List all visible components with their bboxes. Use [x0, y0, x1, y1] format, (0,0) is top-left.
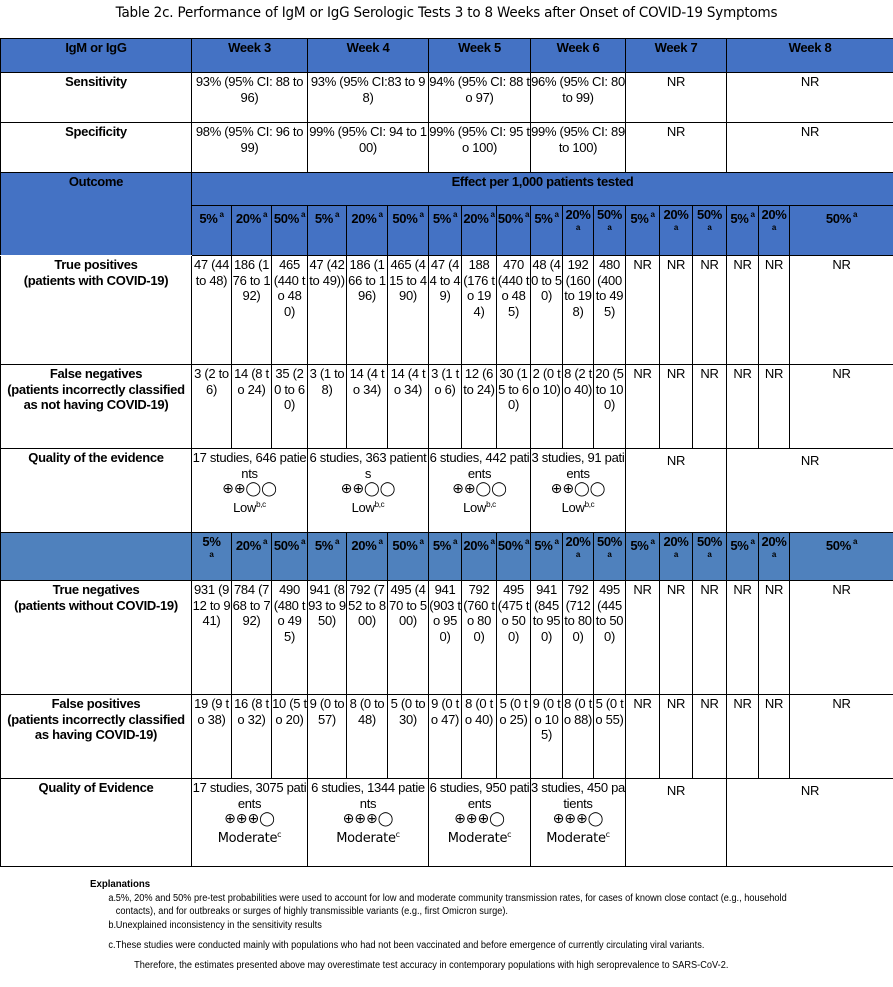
pretest-probability-header	[790, 533, 893, 581]
grade-text: Moderate	[336, 831, 396, 846]
certainty-circles-icon: ⊕⊕⊕◯	[454, 811, 505, 827]
pretest-probability-header	[531, 533, 563, 581]
footnote-ref: a	[554, 210, 559, 219]
pretest-label: 50%	[273, 538, 299, 553]
pretest-label: 5%	[432, 538, 452, 553]
effect-value-cell: NR	[727, 365, 759, 449]
certainty-circles-icon: ⊕⊕⊕◯	[224, 811, 275, 827]
effect-value-cell: NR	[626, 365, 660, 449]
row-label-header: IgM or IgG	[1, 39, 192, 73]
pretest-label: 20%	[663, 207, 689, 222]
studies-count: 6 studies, 1344 patients	[311, 780, 425, 811]
sensitivity-value: NR	[727, 73, 893, 123]
pretest-label: 20%	[565, 207, 591, 222]
week-header: Week 7	[626, 39, 727, 73]
specificity-value: 98% (95% CI: 96 to 99)	[192, 123, 308, 173]
effect-value-cell: 47 (44 to 49)	[429, 256, 462, 365]
footnote-ref: a	[852, 210, 858, 219]
quality-cell-week7: NR	[626, 779, 727, 867]
week-header: Week 4	[308, 39, 429, 73]
quality-label: Quality of the evidence	[1, 449, 192, 533]
effect-value-cell: 3 (1 to 8)	[308, 365, 347, 449]
footnote-ref: a	[262, 210, 268, 219]
label-line: (patients without COVID-19)	[14, 597, 178, 613]
true-negatives-label	[1, 581, 192, 695]
certainty-circles-icon: ⊕⊕⊕◯	[342, 811, 394, 827]
footnote-ref: a	[335, 537, 340, 546]
pretest-probability-header	[497, 206, 531, 256]
footnote-ref: a	[453, 210, 458, 219]
effect-value-cell: 47 (42 to 49))	[308, 256, 347, 365]
footnote-ref: a	[707, 549, 712, 559]
pretest-probability-header	[660, 533, 693, 581]
pretest-label: 5%	[630, 211, 649, 226]
footnote-ref: a	[419, 537, 424, 546]
specificity-value: 99% (95% CI: 89 to 100)	[531, 123, 626, 173]
sensitivity-label: Sensitivity	[1, 73, 192, 123]
effect-value-cell: 192 (160 to 198)	[563, 256, 594, 365]
effect-value-cell: 941 (845 to 950)	[531, 581, 563, 695]
effect-value-cell: 8 (2 to 40)	[563, 365, 594, 449]
pretest-label: 20%	[463, 211, 489, 226]
pretest-label: 20%	[565, 534, 591, 549]
quality-cell-week8: NR	[727, 449, 893, 533]
certainty-grade	[546, 831, 610, 846]
effect-value-cell: 5 (0 to 55)	[594, 695, 626, 779]
studies-count: 3 studies, 450 patients	[531, 780, 625, 811]
pretest-probability-header	[790, 206, 893, 256]
pretest-label: 50%	[596, 534, 623, 549]
week-header: Week 8	[727, 39, 893, 73]
effect-value-cell: 490 (480 to 495)	[272, 581, 308, 695]
effect-value-cell: NR	[660, 365, 693, 449]
effect-value-cell: 35 (20 to 60)	[272, 365, 308, 449]
effect-value-cell: NR	[790, 365, 893, 449]
false-negatives-label	[1, 365, 192, 449]
quality-label: Quality of Evidence	[1, 779, 192, 867]
footnote-ref: a	[554, 537, 559, 546]
footnote-ref: a	[335, 210, 340, 219]
effect-value-cell: 48 (40 to 50)	[531, 256, 563, 365]
effect-value-cell: 10 (5 to 20)	[272, 695, 308, 779]
pretest-probability-header	[497, 533, 531, 581]
quality-cell	[308, 779, 429, 867]
explanations-heading: Explanations	[90, 878, 151, 890]
effect-value-cell: NR	[626, 581, 660, 695]
pretest-probability-header	[232, 206, 272, 256]
footnote-ref: a	[575, 549, 581, 559]
pretest-label: 5%	[199, 211, 218, 226]
effect-value-cell: 14 (8 to 24)	[232, 365, 272, 449]
footnote-text: Unexplained inconsistency in the sensitivity results	[115, 920, 322, 931]
certainty-circles-icon: ⊕⊕◯◯	[452, 481, 507, 497]
effect-value-cell: NR	[790, 581, 893, 695]
studies-count: 6 studies, 363 patients	[309, 450, 427, 481]
footnote-ref: a	[378, 210, 383, 219]
footnote-ref: b,c	[256, 500, 266, 509]
quality-cell-week8: NR	[727, 779, 893, 867]
pretest-label: 50%	[392, 211, 418, 226]
pretest-probability-header	[347, 206, 388, 256]
effect-value-cell: 8 (0 to 48)	[347, 695, 388, 779]
table-title: Table 2c. Performance of IgM or IgG Serologic Tests 3 to 8 Weeks after Onset of COVID-19 Symptoms	[115, 5, 778, 21]
pretest-probability-header	[594, 206, 626, 256]
footnote-letter: b.	[108, 920, 117, 931]
pretest-label: 50%	[696, 207, 723, 222]
effect-value-cell: NR	[693, 256, 727, 365]
quality-evidence-specificity-row	[1, 779, 893, 867]
effect-value-cell: 14 (4 to 34)	[347, 365, 388, 449]
specificity-value: 99% (95% CI: 94 to 100)	[308, 123, 429, 173]
footnote-text: These studies were conducted mainly with populations who had not been vaccinated and before emergence of currently circulating viral variants.	[115, 940, 705, 951]
pretest-probability-header	[693, 533, 727, 581]
quality-cell	[192, 449, 308, 533]
certainty-grade	[308, 497, 428, 516]
pretest-probability-header	[308, 533, 347, 581]
sensitivity-row	[1, 73, 893, 123]
specificity-row	[1, 123, 893, 173]
effect-value-cell: 941 (903 to 950)	[429, 581, 462, 695]
footnote-ref: a	[378, 537, 383, 546]
pretest-probability-header	[388, 533, 429, 581]
label-line: (patients incorrectly classified	[7, 381, 185, 397]
outcome-header: Outcome	[1, 173, 192, 256]
pretest-probability-header	[563, 206, 594, 256]
footnote-a	[90, 892, 789, 918]
week-header-row	[1, 39, 893, 73]
footnote-c-continuation: Therefore, the estimates presented above may overestimate test accuracy in contemporary populations with high seroprevalence to SARS-CoV-2.	[134, 960, 729, 971]
quality-cell	[429, 779, 531, 867]
footnote-text: 5%, 20% and 50% pre-test probabilities were used to account for low and moderate community transmission rates, for cases of known close contact (e.g., household contacts), and for outbreaks or surges of highly transmissible variants (e.g., first Omicron surge).	[115, 893, 787, 917]
certainty-circles-icon: ⊕⊕⊕◯	[552, 811, 604, 827]
pretest-label: 20%	[235, 538, 261, 553]
footnote-ref: b,c	[374, 500, 385, 509]
effect-value-cell: NR	[727, 581, 759, 695]
effect-value-cell: 9 (0 to 105)	[531, 695, 563, 779]
pretest-probability-header	[660, 206, 693, 256]
specificity-label: Specificity	[1, 123, 192, 173]
pretest-probability-header	[192, 206, 232, 256]
effect-value-cell: 3 (1 to 6)	[429, 365, 462, 449]
effect-value-cell: NR	[759, 365, 790, 449]
pretest-probability-header	[759, 533, 790, 581]
effect-value-cell: 792 (752 to 800)	[347, 581, 388, 695]
studies-count: 17 studies, 3075 patients	[192, 780, 307, 811]
footnote-ref: a	[524, 537, 530, 546]
certainty-circles-icon: ⊕⊕◯◯	[222, 481, 277, 497]
label-line: (patients incorrectly classified	[7, 711, 185, 727]
effect-header-row	[1, 173, 893, 206]
pretest-probability-header	[727, 533, 759, 581]
effect-value-cell: 12 (6 to 24)	[462, 365, 497, 449]
pretest-label: 20%	[235, 211, 261, 226]
label-line: False negatives	[49, 366, 143, 381]
effect-value-cell: 186 (166 to 196)	[347, 256, 388, 365]
pretest-probability-header	[531, 206, 563, 256]
pretest-label: 5%	[202, 534, 221, 549]
effect-value-cell: 30 (15 to 60)	[497, 365, 531, 449]
footnote-ref: a	[750, 210, 755, 219]
effect-value-cell: NR	[759, 256, 790, 365]
pretest-probability-header	[232, 533, 272, 581]
specificity-value: 99% (95% CI: 95 to 100)	[429, 123, 531, 173]
certainty-grade	[531, 497, 625, 516]
grade-text: Low	[233, 500, 257, 515]
effect-value-cell: 784 (768 to 792)	[232, 581, 272, 695]
footnote-ref: a	[219, 210, 224, 219]
label-line: False positives	[51, 696, 141, 711]
footnote-ref: c	[507, 830, 512, 839]
pretest-probability-header	[429, 533, 462, 581]
footnote-ref: a	[262, 537, 268, 546]
effect-value-cell: NR	[660, 581, 693, 695]
certainty-circles-icon: ⊕⊕◯◯	[550, 481, 606, 497]
true-negatives-row	[1, 581, 893, 695]
grade-text: Moderate	[217, 831, 278, 846]
effect-value-cell: 495 (445 to 500)	[594, 581, 626, 695]
effect-value-cell: NR	[790, 695, 893, 779]
pretest-label: 5%	[730, 211, 749, 226]
footnote-letter: c.	[108, 940, 116, 951]
footnote-ref: a	[575, 222, 581, 232]
studies-count: 17 studies, 646 patients	[192, 450, 307, 481]
effect-value-cell: 188 (176 to 194)	[462, 256, 497, 365]
footnote-ref: a	[300, 537, 306, 546]
grade-text: Moderate	[546, 831, 606, 846]
effect-value-cell: 480 (400 to 495)	[594, 256, 626, 365]
pretest-label: 50%	[596, 207, 623, 222]
footnote-ref: a	[524, 210, 530, 219]
pretest-label: 20%	[463, 538, 489, 553]
pretest-label: 20%	[663, 534, 689, 549]
footnote-ref: a	[673, 549, 679, 559]
sensitivity-value: 93% (95% CI:83 to 98)	[308, 73, 429, 123]
pretest-probability-header	[388, 206, 429, 256]
footnote-ref: c	[395, 830, 400, 839]
footnote-letter: a.	[108, 893, 117, 904]
effect-value-cell: 19 (9 to 38)	[192, 695, 232, 779]
sensitivity-value: NR	[626, 73, 727, 123]
effect-value-cell: 8 (0 to 88)	[563, 695, 594, 779]
pretest-label: 20%	[761, 207, 787, 222]
effect-value-cell: 941 (893 to 950)	[308, 581, 347, 695]
pretest-probability-header	[727, 206, 759, 256]
pretest-probability-header	[462, 206, 497, 256]
effect-value-cell: 186 (176 to 192)	[232, 256, 272, 365]
true-positives-label	[1, 256, 192, 365]
footnote-ref: a	[453, 537, 458, 546]
label-line: as not having COVID-19)	[23, 397, 169, 412]
effect-value-cell: 47 (44 to 48)	[192, 256, 232, 365]
pretest-probability-header	[272, 206, 308, 256]
quality-cell	[531, 449, 626, 533]
pretest-probability-header	[594, 533, 626, 581]
certainty-circles-icon: ⊕⊕◯◯	[340, 481, 396, 497]
effect-value-cell: 465 (440 to 480)	[272, 256, 308, 365]
week-header: Week 5	[429, 39, 531, 73]
week-header: Week 3	[192, 39, 308, 73]
sensitivity-value: 93% (95% CI: 88 to 96)	[192, 73, 308, 123]
pretest-label: 20%	[761, 534, 787, 549]
pretest-probability-header	[347, 533, 388, 581]
effect-value-cell: NR	[790, 256, 893, 365]
effect-value-cell: 2 (0 to 10)	[531, 365, 563, 449]
pretest-label: 5%	[314, 211, 334, 226]
effect-value-cell: NR	[759, 695, 790, 779]
footnote-ref: b,c	[486, 500, 496, 509]
explanations	[90, 878, 789, 972]
pretest-probability-header	[693, 206, 727, 256]
quality-cell-week7: NR	[626, 449, 727, 533]
footnote-ref: a	[771, 549, 777, 559]
certainty-grade	[429, 497, 530, 516]
pretest-label: 5%	[432, 211, 452, 226]
footnote-ref: a	[490, 537, 495, 546]
pretest-label: 50%	[825, 211, 851, 226]
effect-value-cell: NR	[660, 256, 693, 365]
footnote-ref: c	[277, 830, 282, 839]
effect-value-cell: 5 (0 to 30)	[388, 695, 429, 779]
footnote-ref: a	[300, 210, 306, 219]
grade-text: Low	[463, 500, 487, 515]
effect-value-cell: 792 (760 to 800)	[462, 581, 497, 695]
quality-evidence-sensitivity-row	[1, 449, 893, 533]
label-line: (patients with COVID-19)	[23, 272, 169, 288]
footnote-c	[90, 939, 789, 952]
pretest-label: 20%	[351, 538, 377, 553]
certainty-grade	[192, 497, 307, 516]
effect-value-cell: 16 (8 to 32)	[232, 695, 272, 779]
quality-cell	[531, 779, 626, 867]
label-line: True positives	[54, 257, 138, 272]
blank-header-cell	[1, 533, 192, 581]
effect-value-cell: NR	[693, 365, 727, 449]
studies-count: 3 studies, 91 patients	[531, 450, 625, 481]
specificity-value: NR	[626, 123, 727, 173]
footnote-ref: a	[607, 222, 612, 232]
footnote-ref: a	[607, 549, 612, 559]
pretest-label: 5%	[630, 538, 649, 553]
effect-value-cell: NR	[626, 695, 660, 779]
true-positives-row	[1, 256, 893, 365]
grade-text: Moderate	[447, 831, 508, 846]
serologic-performance-table	[0, 38, 893, 867]
pretest-label: 5%	[730, 538, 749, 553]
pretest-label: 5%	[314, 538, 334, 553]
effect-value-cell: NR	[727, 695, 759, 779]
effect-value-cell: NR	[660, 695, 693, 779]
pretest-label: 50%	[825, 538, 851, 553]
pretest-probability-header	[429, 206, 462, 256]
footnote-ref: a	[673, 222, 679, 232]
grade-text: Low	[561, 500, 585, 515]
quality-cell	[308, 449, 429, 533]
pretest-header-row-lower	[1, 533, 893, 581]
effect-value-cell: NR	[727, 256, 759, 365]
footnote-ref: a	[771, 222, 777, 232]
effect-value-cell: 8 (0 to 40)	[462, 695, 497, 779]
pretest-probability-header	[626, 206, 660, 256]
effect-value-cell: 14 (4 to 34)	[388, 365, 429, 449]
sensitivity-value: 94% (95% CI: 88 to 97)	[429, 73, 531, 123]
effect-value-cell: 9 (0 to 47)	[429, 695, 462, 779]
footnote-ref: c	[605, 830, 610, 839]
footnote-ref: a	[852, 537, 858, 546]
pretest-label: 50%	[273, 211, 299, 226]
pretest-probability-header	[462, 533, 497, 581]
false-negatives-row	[1, 365, 893, 449]
pretest-probability-header	[308, 206, 347, 256]
pretest-probability-header	[759, 206, 790, 256]
studies-count: 6 studies, 442 patients	[429, 450, 530, 481]
footnote-ref: a	[650, 210, 655, 219]
footnote-ref: a	[650, 537, 655, 546]
pretest-probability-header	[272, 533, 308, 581]
label-line: True negatives	[52, 582, 140, 597]
certainty-grade	[218, 831, 282, 846]
label-line: as having COVID-19)	[34, 727, 158, 742]
pretest-label: 5%	[534, 538, 553, 553]
effect-header: Effect per 1,000 patients tested	[192, 173, 893, 206]
effect-value-cell: NR	[626, 256, 660, 365]
certainty-grade	[448, 831, 512, 846]
sensitivity-value: 96% (95% CI: 80 to 99)	[531, 73, 626, 123]
false-positives-row	[1, 695, 893, 779]
quality-cell	[192, 779, 308, 867]
false-positives-label	[1, 695, 192, 779]
effect-value-cell: 20 (5 to 100)	[594, 365, 626, 449]
pretest-label: 50%	[392, 538, 418, 553]
pretest-label: 20%	[351, 211, 377, 226]
pretest-probability-header	[563, 533, 594, 581]
studies-count: 6 studies, 950 patients	[429, 780, 530, 811]
effect-value-cell: 931 (912 to 941)	[192, 581, 232, 695]
pretest-label: 50%	[497, 538, 523, 553]
effect-value-cell: NR	[759, 581, 790, 695]
pretest-label: 5%	[534, 211, 553, 226]
effect-value-cell: 495 (470 to 500)	[388, 581, 429, 695]
pretest-label: 50%	[497, 211, 523, 226]
footnote-ref: a	[750, 537, 755, 546]
footnote-ref: a	[209, 549, 214, 559]
effect-value-cell: 495 (475 to 500)	[497, 581, 531, 695]
effect-value-cell: 5 (0 to 25)	[497, 695, 531, 779]
week-header: Week 6	[531, 39, 626, 73]
effect-value-cell: 3 (2 to 6)	[192, 365, 232, 449]
pretest-probability-header	[192, 533, 232, 581]
effect-value-cell: 9 (0 to 57)	[308, 695, 347, 779]
specificity-value: NR	[727, 123, 893, 173]
footnote-ref: b,c	[584, 500, 595, 509]
effect-value-cell: 792 (712 to 800)	[563, 581, 594, 695]
footnote-ref: a	[707, 222, 712, 232]
certainty-grade	[336, 831, 400, 846]
grade-text: Low	[351, 500, 375, 515]
effect-value-cell: NR	[693, 581, 727, 695]
footnote-ref: a	[419, 210, 424, 219]
pretest-probability-header	[626, 533, 660, 581]
quality-cell	[429, 449, 531, 533]
effect-value-cell: 470 (440 to 485)	[497, 256, 531, 365]
effect-value-cell: 465 (415 to 490)	[388, 256, 429, 365]
pretest-label: 50%	[696, 534, 723, 549]
effect-value-cell: NR	[693, 695, 727, 779]
footnote-b	[90, 919, 789, 932]
footnote-ref: a	[490, 210, 495, 219]
